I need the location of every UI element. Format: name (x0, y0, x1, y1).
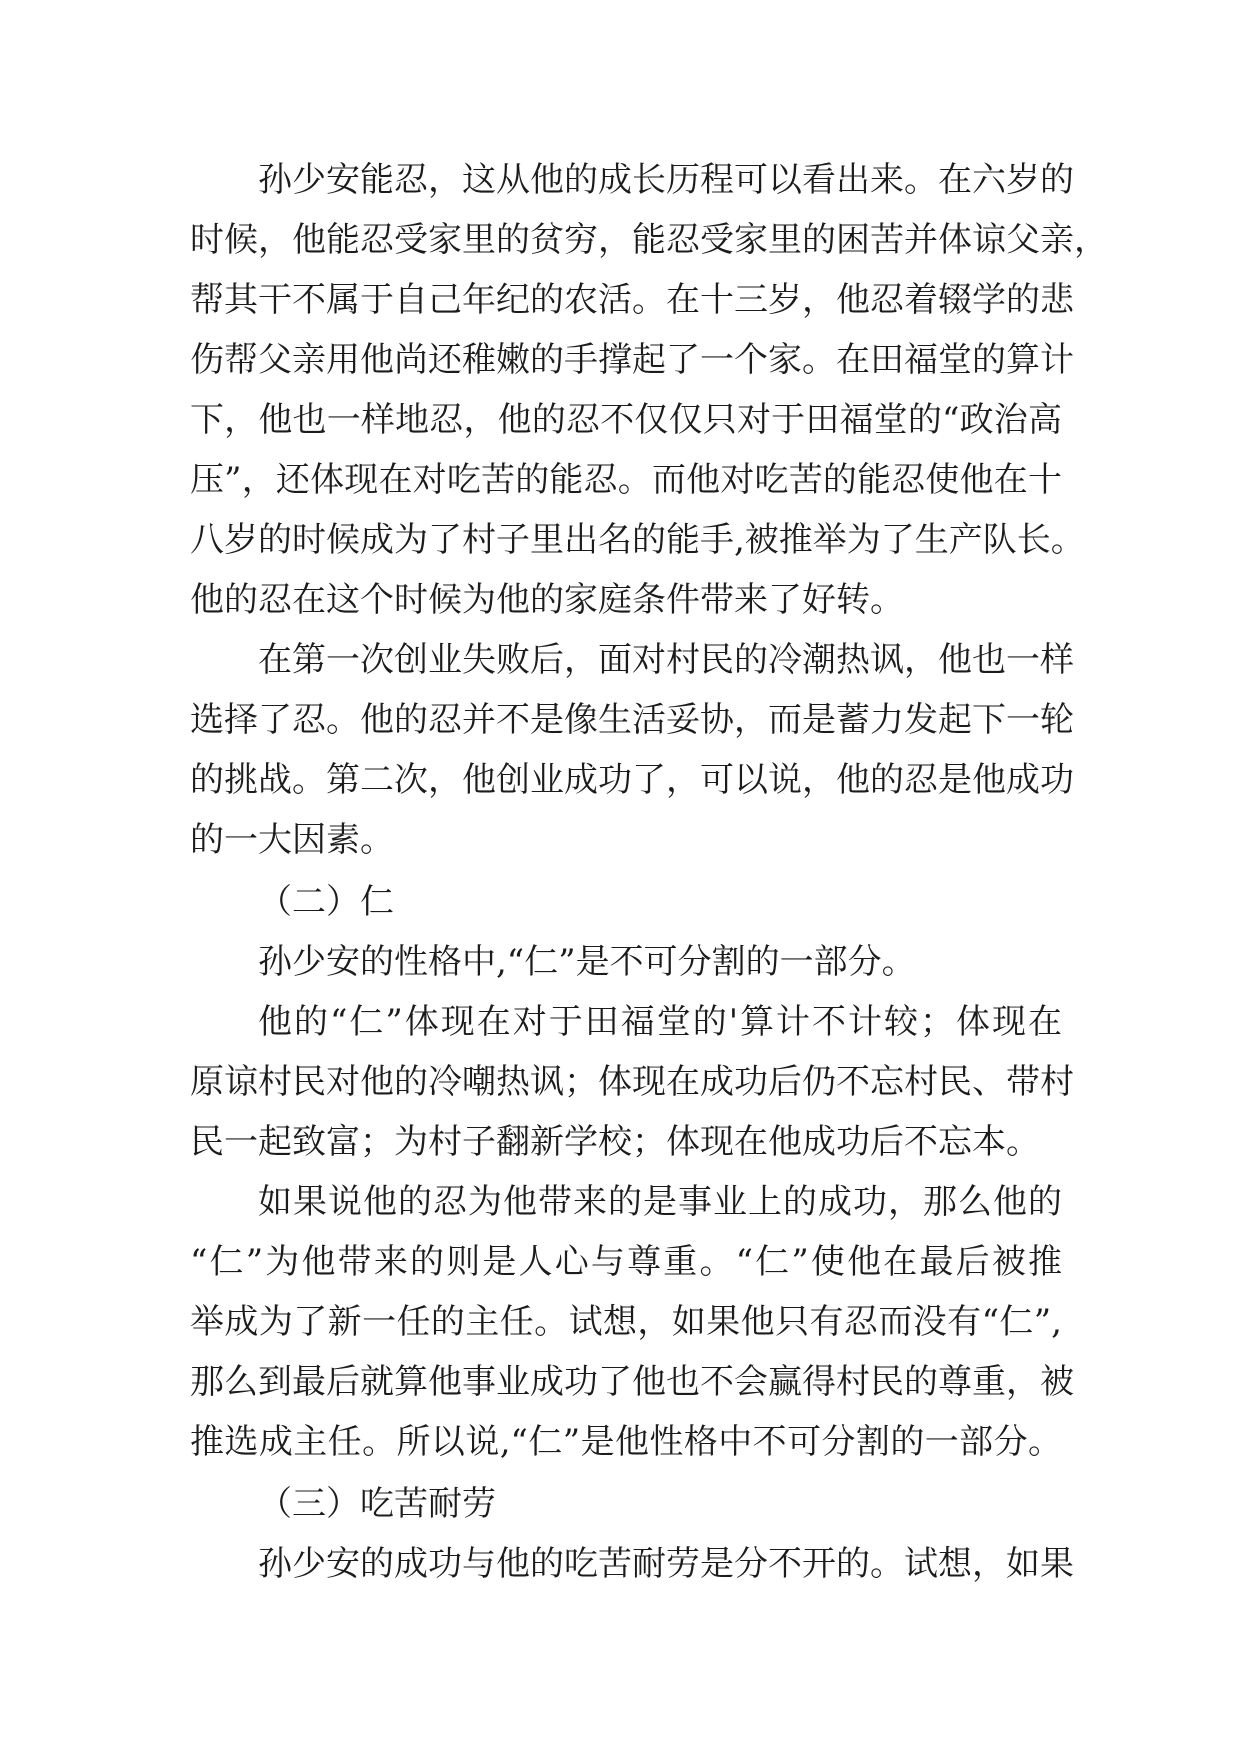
paragraph-1-line-2: 时候，他能忍受家里的贫穷，能忍受家里的困苦并体谅父亲， (190, 220, 1108, 260)
paragraph-2-line-1: 在第一次创业失败后，面对村民的冷潮热讽，他也一样 (258, 640, 1074, 680)
paragraph-5-line-2: “仁”为他带来的则是人心与尊重。“仁”使他在最后被推 (190, 1242, 1062, 1282)
paragraph-5-line-3: 举成为了新一任的主任。试想，如果他只有忍而没有“仁”, (190, 1302, 1062, 1342)
section-heading-ren: （二）仁 (258, 882, 394, 922)
paragraph-5-line-5: 推选成主任。所以说,“仁”是他性格中不可分割的一部分。 (190, 1422, 1062, 1462)
paragraph-6-line-1: 孙少安的成功与他的吃苦耐劳是分不开的。试想，如果 (258, 1544, 1074, 1584)
paragraph-5-line-1: 如果说他的忍为他带来的是事业上的成功，那么他的 (258, 1182, 1062, 1222)
paragraph-1-line-6: 压”，还体现在对吃苦的能忍。而他对吃苦的能忍使他在十 (190, 460, 1062, 500)
paragraph-5-line-4: 那么到最后就算他事业成功了他也不会赢得村民的尊重，被 (190, 1362, 1074, 1402)
section-heading-chiku: （三）吃苦耐劳 (258, 1484, 496, 1524)
paragraph-2-line-2: 选择了忍。他的忍并不是像生活妥协，而是蓄力发起下一轮 (190, 700, 1074, 740)
paragraph-4-line-1: 他的“仁”体现在对于田福堂的'算计不计较；体现在 (258, 1002, 1062, 1042)
paragraph-4-line-2: 原谅村民对他的冷嘲热讽；体现在成功后仍不忘村民、带村 (190, 1062, 1074, 1102)
paragraph-1-line-4: 伤帮父亲用他尚还稚嫩的手撑起了一个家。在田福堂的算计 (190, 340, 1074, 380)
paragraph-1-line-1: 孙少安能忍，这从他的成长历程可以看出来。在六岁的 (258, 160, 1074, 200)
paragraph-1-line-7: 八岁的时候成为了村子里出名的能手,被推举为了生产队长。 (190, 520, 1085, 560)
paragraph-3-line-1: 孙少安的性格中,“仁”是不可分割的一部分。 (258, 942, 916, 982)
paragraph-1-line-3: 帮其干不属于自己年纪的农活。在十三岁，他忍着辍学的悲 (190, 280, 1074, 320)
paragraph-1-line-5: 下，他也一样地忍，他的忍不仅仅只对于田福堂的“政治高 (190, 400, 1062, 440)
paragraph-2-line-4: 的一大因素。 (190, 820, 394, 860)
paragraph-1-line-8: 他的忍在这个时候为他的家庭条件带来了好转。 (190, 580, 904, 620)
paragraph-2-line-3: 的挑战。第二次，他创业成功了，可以说，他的忍是他成功 (190, 760, 1074, 800)
paragraph-4-line-3: 民一起致富；为村子翻新学校；体现在他成功后不忘本。 (190, 1122, 1040, 1162)
